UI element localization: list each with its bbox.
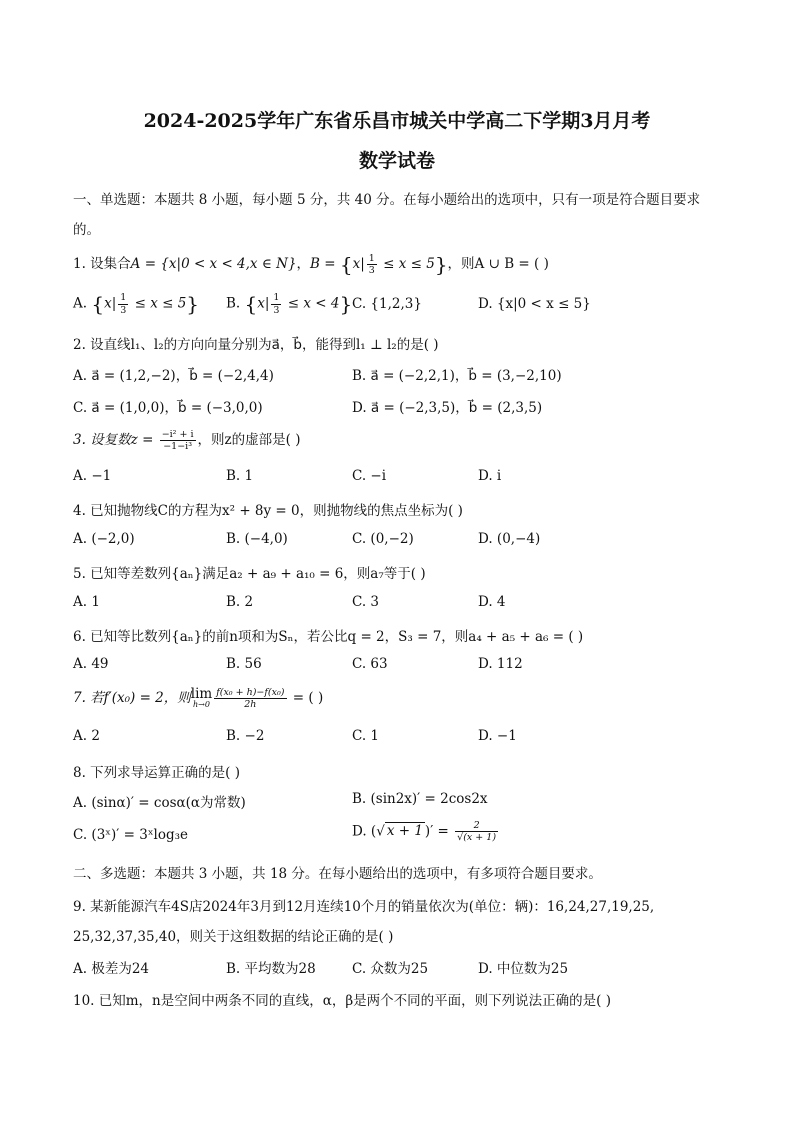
q7-option-a: A. 2: [73, 728, 100, 744]
q2-option-c: C. a⃗ = (1,0,0)，b⃗ = (−3,0,0): [73, 400, 263, 416]
frac-den: 2h: [244, 699, 257, 710]
q9-option-c: C. 众数为25: [352, 961, 429, 977]
sqrt-content: x + 1: [386, 823, 423, 840]
frac-den: −1−i³: [163, 441, 193, 452]
option-fraction: [455, 820, 498, 844]
q2-option-b: B. a⃗ = (−2,2,1)，b⃗ = (3,−2,10): [352, 368, 562, 384]
q8-option-d: [352, 820, 500, 844]
option-text: x|: [257, 295, 270, 312]
q7-option-c: C. 1: [352, 728, 380, 744]
q6-stem: 6. 已知等比数列{aₙ}的前n项和为Sₙ，若公比q = 2，S₃ = 7，则a₄ + a₅ + a₆ = ( ): [73, 629, 584, 645]
q4-option-d: D. (0,−4): [478, 531, 541, 547]
option-text: ≤ x ≤ 5: [130, 295, 187, 312]
q7-stem-pre: 7. 若f′(x₀) = 2，则: [73, 690, 191, 706]
q9-option-a: A. 极差为24: [73, 961, 150, 977]
q8-option-a: A. (sinα)′ = cosα(α为常数): [73, 795, 246, 811]
q1-set-b-pre: x|: [352, 256, 365, 272]
q6-option-d: D. 112: [478, 656, 523, 672]
q2-option-a: A. a⃗ = (1,2,−2)，b⃗ = (−2,4,4): [73, 368, 274, 384]
q3-stem-pre: 3. 设复数z =: [73, 432, 158, 448]
frac-num: 2: [455, 820, 498, 832]
frac-num: 1: [120, 292, 127, 304]
q1-option-c: C. {1,2,3}: [352, 296, 422, 312]
page-subtitle: 数学试卷: [358, 150, 435, 172]
option-text: x|: [104, 295, 117, 312]
q5-stem: 5. 已知等差数列{aₙ}满足a₂ + a₉ + a₁₀ = 6，则a₇等于( ): [73, 566, 426, 582]
q9-stem-line2: 25,32,37,35,40，则关于这组数据的结论正确的是( ): [73, 929, 394, 945]
option-text: D. (: [352, 823, 377, 840]
q1-suffix: ，则A ∪ B = ( ): [447, 256, 549, 272]
q8-option-b: B. (sin2x)′ = 2cos2x: [352, 791, 488, 807]
page-title: 2024-2025学年广东省乐昌市城关中学高二下学期3月月考: [143, 110, 651, 132]
q1-set-b-label: B =: [310, 256, 340, 272]
q1-prefix: 1. 设集合: [73, 256, 131, 272]
q1-sep: ，: [296, 256, 311, 272]
brace-close: }: [339, 292, 353, 316]
q1-option-b: [226, 292, 352, 316]
q1-set-b-post: ≤ x ≤ 5: [378, 256, 435, 272]
q6-option-b: B. 56: [226, 656, 262, 672]
q7-limit: [190, 685, 213, 710]
q3-fraction: [160, 429, 196, 453]
brace-open: {: [244, 292, 258, 316]
lim-under: h→0: [193, 700, 210, 710]
frac-num: f(x₀ + h)−f(x₀): [216, 686, 285, 698]
section1-heading: 一、单选题：本题共 8 小题，每小题 5 分，共 40 分。在每小题给出的选项中，只有一项是符合题目要求: [73, 192, 701, 208]
q3-option-b: B. 1: [226, 468, 254, 484]
q9-option-b: B. 平均数为28: [226, 961, 316, 977]
option-label: B.: [226, 295, 241, 312]
q1-option-d: D. {x|0 < x ≤ 5}: [478, 296, 591, 312]
q5-option-c: C. 3: [352, 594, 380, 610]
q8-option-c: C. (3ˣ)′ = 3ˣlog₃e: [73, 827, 189, 843]
q3-option-d: D. i: [478, 468, 502, 484]
frac-den: 3: [368, 265, 375, 276]
q3-option-c: C. −i: [352, 468, 387, 484]
brace-close: }: [434, 252, 448, 277]
q2-stem: 2. 设直线l₁、l₂的方向向量分别为a⃗，b⃗，能得到l₁ ⊥ l₂的是( ): [73, 337, 439, 353]
section1-heading-cont: 的。: [73, 222, 100, 238]
q1-set-a: A = {x|0 < x < 4,x ∈ N}: [130, 256, 297, 272]
section2-heading: 二、多选题：本题共 3 小题，共 18 分。在每小题给出的选项中，有多项符合题目要求。: [73, 866, 602, 882]
q8-stem: 8. 下列求导运算正确的是( ): [73, 765, 240, 781]
q9-option-d: D. 中位数为25: [478, 961, 569, 977]
q5-option-b: B. 2: [226, 594, 254, 610]
q4-option-a: A. (−2,0): [73, 531, 135, 547]
brace-open: {: [91, 292, 105, 316]
q5-option-d: D. 4: [478, 594, 506, 610]
q3-option-a: A. −1: [73, 468, 112, 484]
frac-num: 1: [273, 292, 280, 304]
q9-stem-line1: 9. 某新能源汽车4S店2024年3月到12月连续10个月的销量依次为(单位：辆)：16,24,27,19,25,: [73, 899, 655, 915]
q3-stem-post: ，则z的虚部是( ): [197, 432, 301, 448]
option-text: ≤ x < 4: [283, 295, 340, 312]
brace-close: }: [186, 292, 200, 316]
frac-den: 3: [273, 304, 280, 316]
q4-option-c: C. (0,−2): [352, 531, 414, 547]
brace-open: {: [339, 252, 353, 277]
sqrt-symbol: √: [376, 823, 385, 840]
q2-option-d: D. a⃗ = (−2,3,5)，b⃗ = (2,3,5): [352, 400, 543, 416]
frac-den: √(x + 1): [457, 832, 497, 844]
q3-stem: [73, 428, 300, 452]
q1-option-a: [73, 292, 199, 316]
q10-stem: 10. 已知m，n是空间中两条不同的直线，α，β是两个不同的平面，则下列说法正确的是( ): [73, 993, 612, 1009]
lim-text: lim: [190, 685, 213, 702]
q7-stem: [73, 686, 323, 710]
option-fraction: [271, 292, 281, 316]
q4-stem: 4. 已知抛物线C的方程为x² + 8y = 0，则抛物线的焦点坐标为( ): [73, 503, 463, 519]
frac-den: 3: [120, 304, 127, 316]
option-label: A.: [73, 295, 88, 312]
q1-fraction: [367, 253, 377, 277]
frac-num: −i² + i: [161, 428, 194, 440]
option-fraction: [118, 292, 128, 316]
frac-num: 1: [368, 252, 375, 264]
q7-option-b: B. −2: [226, 728, 265, 744]
q6-option-c: C. 63: [352, 656, 388, 672]
option-text: )′ =: [424, 823, 454, 840]
q7-fraction: [214, 687, 286, 711]
q6-option-a: A. 49: [73, 656, 109, 672]
q7-option-d: D. −1: [478, 728, 517, 744]
q5-option-a: A. 1: [73, 594, 100, 610]
q7-stem-post: = ( ): [288, 690, 324, 706]
q1-stem: [73, 252, 549, 277]
q4-option-b: B. (−4,0): [226, 531, 288, 547]
